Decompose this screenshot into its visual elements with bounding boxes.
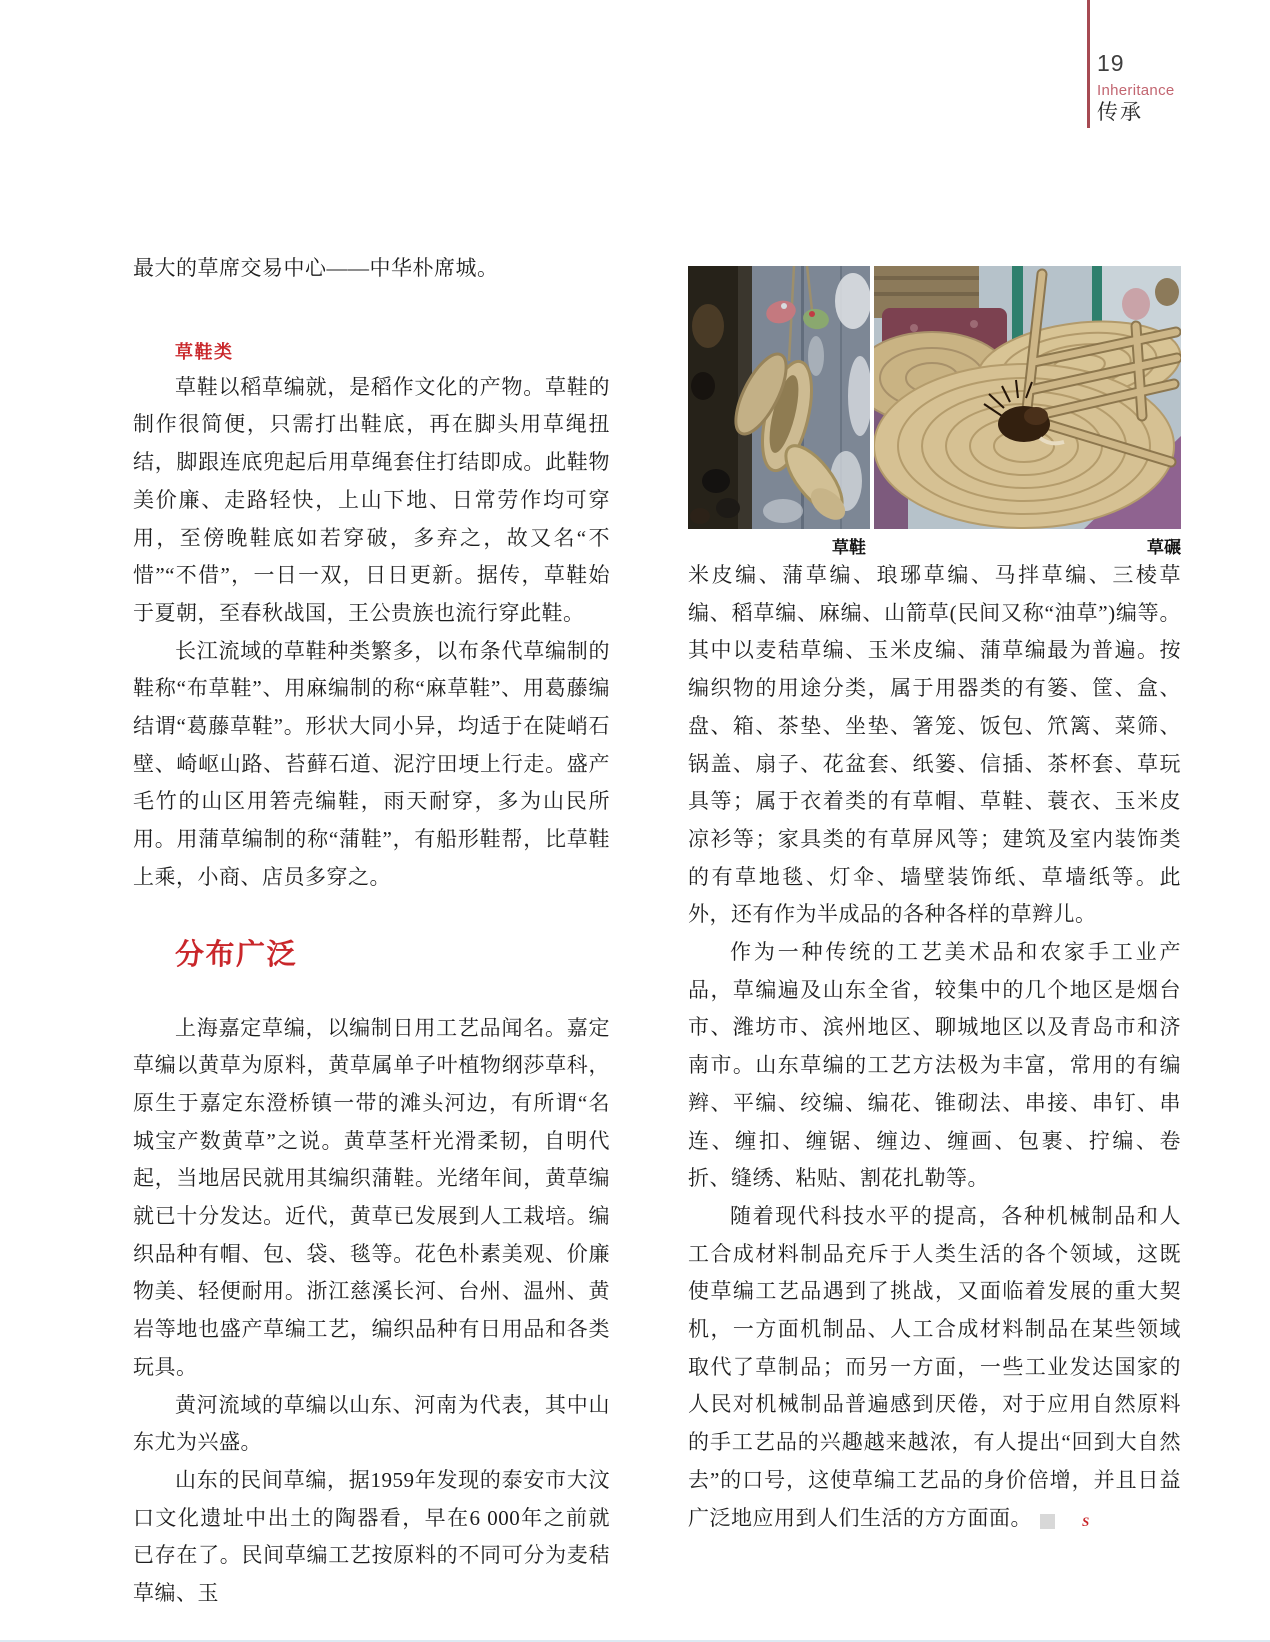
paragraph: 作为一种传统的工艺美术品和农家手工业产品，草编遍及山东全省，较集中的几个地区是烟台市、潍坊市、滨州地区、聊城地区以及青岛市和济南市。山东草编的工艺方法极为丰富，常用的有编辫、平编、绞编、编花、锥砌法、串接、串钉、串连、缠扣、缠锯、缠边、缠画、包裹、拧编、卷折、缝绣、粘贴、割花扎勒等。 (688, 940, 1181, 1191)
subheading-straw-shoes: 草鞋类 (175, 341, 234, 362)
photo-straw-roller (874, 266, 1181, 529)
page-number: 19 (1097, 50, 1125, 76)
paragraph: 上海嘉定草编，以编制日用工艺品闻名。嘉定草编以黄草为原料，黄草属单子叶植物纲莎草科，原生于嘉定东澄桥镇一带的滩头河边，有所谓“名城宝产数黄草”之说。黄草茎杆光滑柔韧，自明代起，当地居民就用其编织蒲鞋。光绪年间，黄草编就已十分发达。近代，黄草已发展到人工栽培。编织品种有帽、包、袋、毯等。花色朴素美观、价廉物美、轻便耐用。浙江慈溪长河、台州、温州、黄岩等地也盛产草编工艺，编织品种有日用品和各类玩具。 (133, 1015, 610, 1379)
paragraph: 长江流域的草鞋种类繁多，以布条代草编制的鞋称“布草鞋”、用麻编制的称“麻草鞋”、用葛藤编结谓“葛藤草鞋”。形状大同小异，均适于在陡峭石壁、崎岖山路、苔藓石道、泥泞田埂上行走。盛产毛竹的山区用箬壳编鞋，雨天耐穿，多为山民所用。用蒲草编制的称“蒲鞋”，有船形鞋帮，比草鞋上乘，小商、店员多穿之。 (133, 638, 610, 889)
straw-shoes-photo-illustration (688, 266, 870, 529)
photo-block (688, 266, 1181, 529)
paragraph: 山东的民间草编，据1959年发现的泰安市大汶口文化遗址中出土的陶器看，早在6 000年之前就已存在了。民间草编工艺按原料的不同可分为麦秸草编、玉 (133, 1467, 610, 1606)
caption-straw-roller: 草碾 (1147, 538, 1181, 557)
paragraph-text: 随着现代科技水平的提高，各种机械制品和人工合成材料制品充斥于人类生活的各个领域，这既使草编工艺品遇到了挑战，又面临着发展的重大契机，一方面机制品、人工合成材料制品在某些领域取代了草制品；而另一方面，一些工业发达国家的人民对机械制品普遍感到厌倦，对于应用自然原料的手工艺品的兴趣越来越浓，有人提出“回到大自然去”的口号，这使草编工艺品的身价倍增，并且日益广泛地应用到人们生活的方方面面。 (688, 1203, 1181, 1530)
photo-captions (688, 533, 1181, 555)
section-heading-distribution: 分布广泛 (175, 938, 298, 971)
right-column (688, 557, 1181, 1537)
header-rule (1087, 0, 1090, 128)
section-title-english: Inheritance (1097, 82, 1175, 99)
paragraph: 黄河流域的草编以山东、河南为代表，其中山东尤为兴盛。 (133, 1392, 610, 1455)
lead-line: 最大的草席交易中心——中华朴席城。 (133, 256, 499, 280)
section-title-chinese: 传承 (1097, 101, 1143, 124)
paragraph (688, 1198, 1181, 1537)
paragraph: 草鞋以稻草编就，是稻作文化的产物。草鞋的制作很简便，只需打出鞋底，再在脚头用草绳扭结，脚跟连底兜起后用草绳套住打结即成。此鞋物美价廉、走路轻快，上山下地、日常劳作均可穿用，至傍晚鞋底如若穿破，多弃之，故又名“不惜”“不借”，一日一双，日日更新。据传，草鞋始于夏朝，至春秋战国，王公贵族也流行穿此鞋。 (133, 374, 610, 625)
article-end-icon: S (1040, 1514, 1055, 1529)
caption-straw-shoes: 草鞋 (832, 538, 866, 557)
left-column (133, 250, 610, 1613)
straw-roller-photo-illustration (874, 266, 1181, 529)
paragraph: 米皮编、蒲草编、琅琊草编、马拌草编、三棱草编、稻草编、麻编、山箭草(民间又称“油草”)编等。其中以麦秸草编、玉米皮编、蒲草编最为普遍。按编织物的用途分类，属于用器类的有篓、筐、盒、盘、箱、茶垫、坐垫、箸笼、饭包、笊篱、菜筛、锅盖、扇子、花盆套、纸篓、信插、茶杯套、草玩具等；属于衣着类的有草帽、草鞋、蓑衣、玉米皮凉衫等；家具类的有草屏风等；建筑及室内装饰类的有草地毯、灯伞、墙壁装饰纸、草墙纸等。此外，还有作为半成品的各种各样的草辫儿。 (688, 563, 1181, 927)
photo-straw-shoes (688, 266, 870, 529)
